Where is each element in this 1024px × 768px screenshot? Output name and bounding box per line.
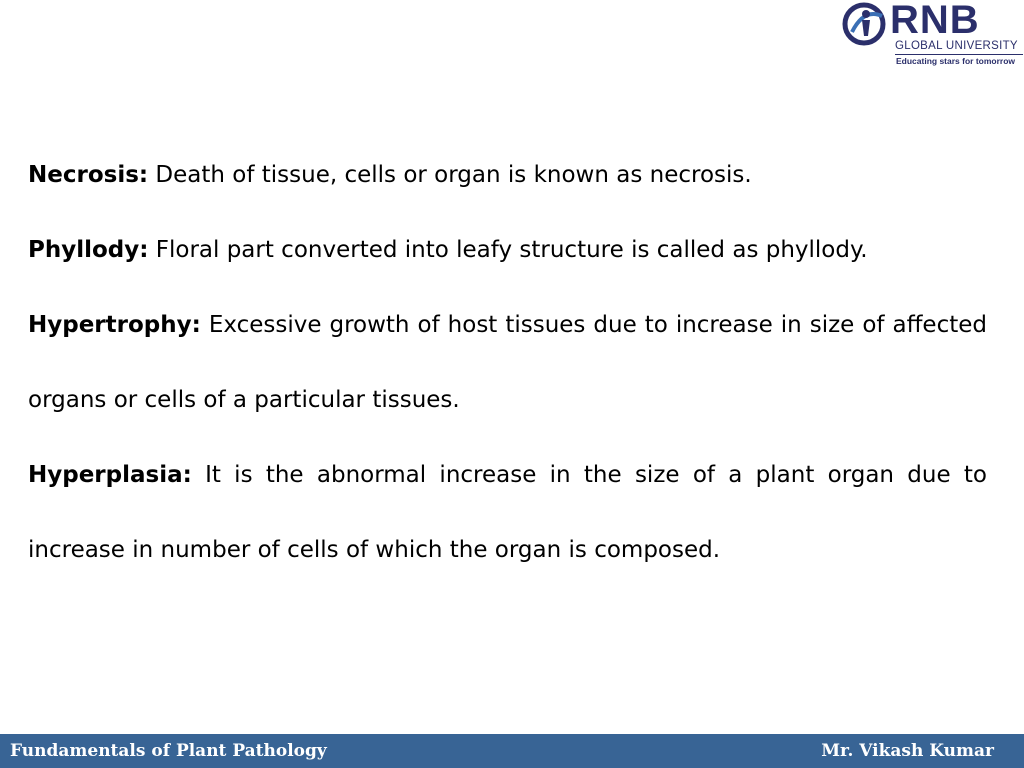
definition-hypertrophy [28,288,987,438]
logo-wordmark: RNB [890,0,980,42]
course-title: Fundamentals of Plant Pathology [10,741,327,761]
author-name: Mr. Vikash Kumar [821,741,994,761]
footer-bar [0,734,1024,768]
term-label: Phyllody: [28,237,149,263]
definition-text: Floral part converted into leafy structure is called as phyllody. [148,237,868,263]
definition-necrosis [28,150,987,200]
term-label: Hyperplasia: [28,462,192,488]
definition-text: Death of tissue, cells or organ is known as necrosis. [148,162,752,188]
logo-tagline: Educating stars for tomorrow [896,56,1016,66]
rnb-emblem-icon [842,2,890,46]
definition-hyperplasia [28,438,987,588]
term-label: Hypertrophy: [28,312,201,338]
definitions-list [28,150,987,588]
definition-text: It is the abnormal increase in the size of a plant organ due to increase in number of cells of which the organ is composed. [28,462,987,563]
university-logo [838,0,1024,72]
logo-university-name: GLOBAL UNIVERSITY [895,40,1018,52]
definition-phyllody [28,225,987,275]
definition-text: Excessive growth of host tissues due to increase in size of affected organs or cells of a particular tissues. [28,312,987,413]
logo-divider [895,54,1023,55]
term-label: Necrosis: [28,162,149,188]
